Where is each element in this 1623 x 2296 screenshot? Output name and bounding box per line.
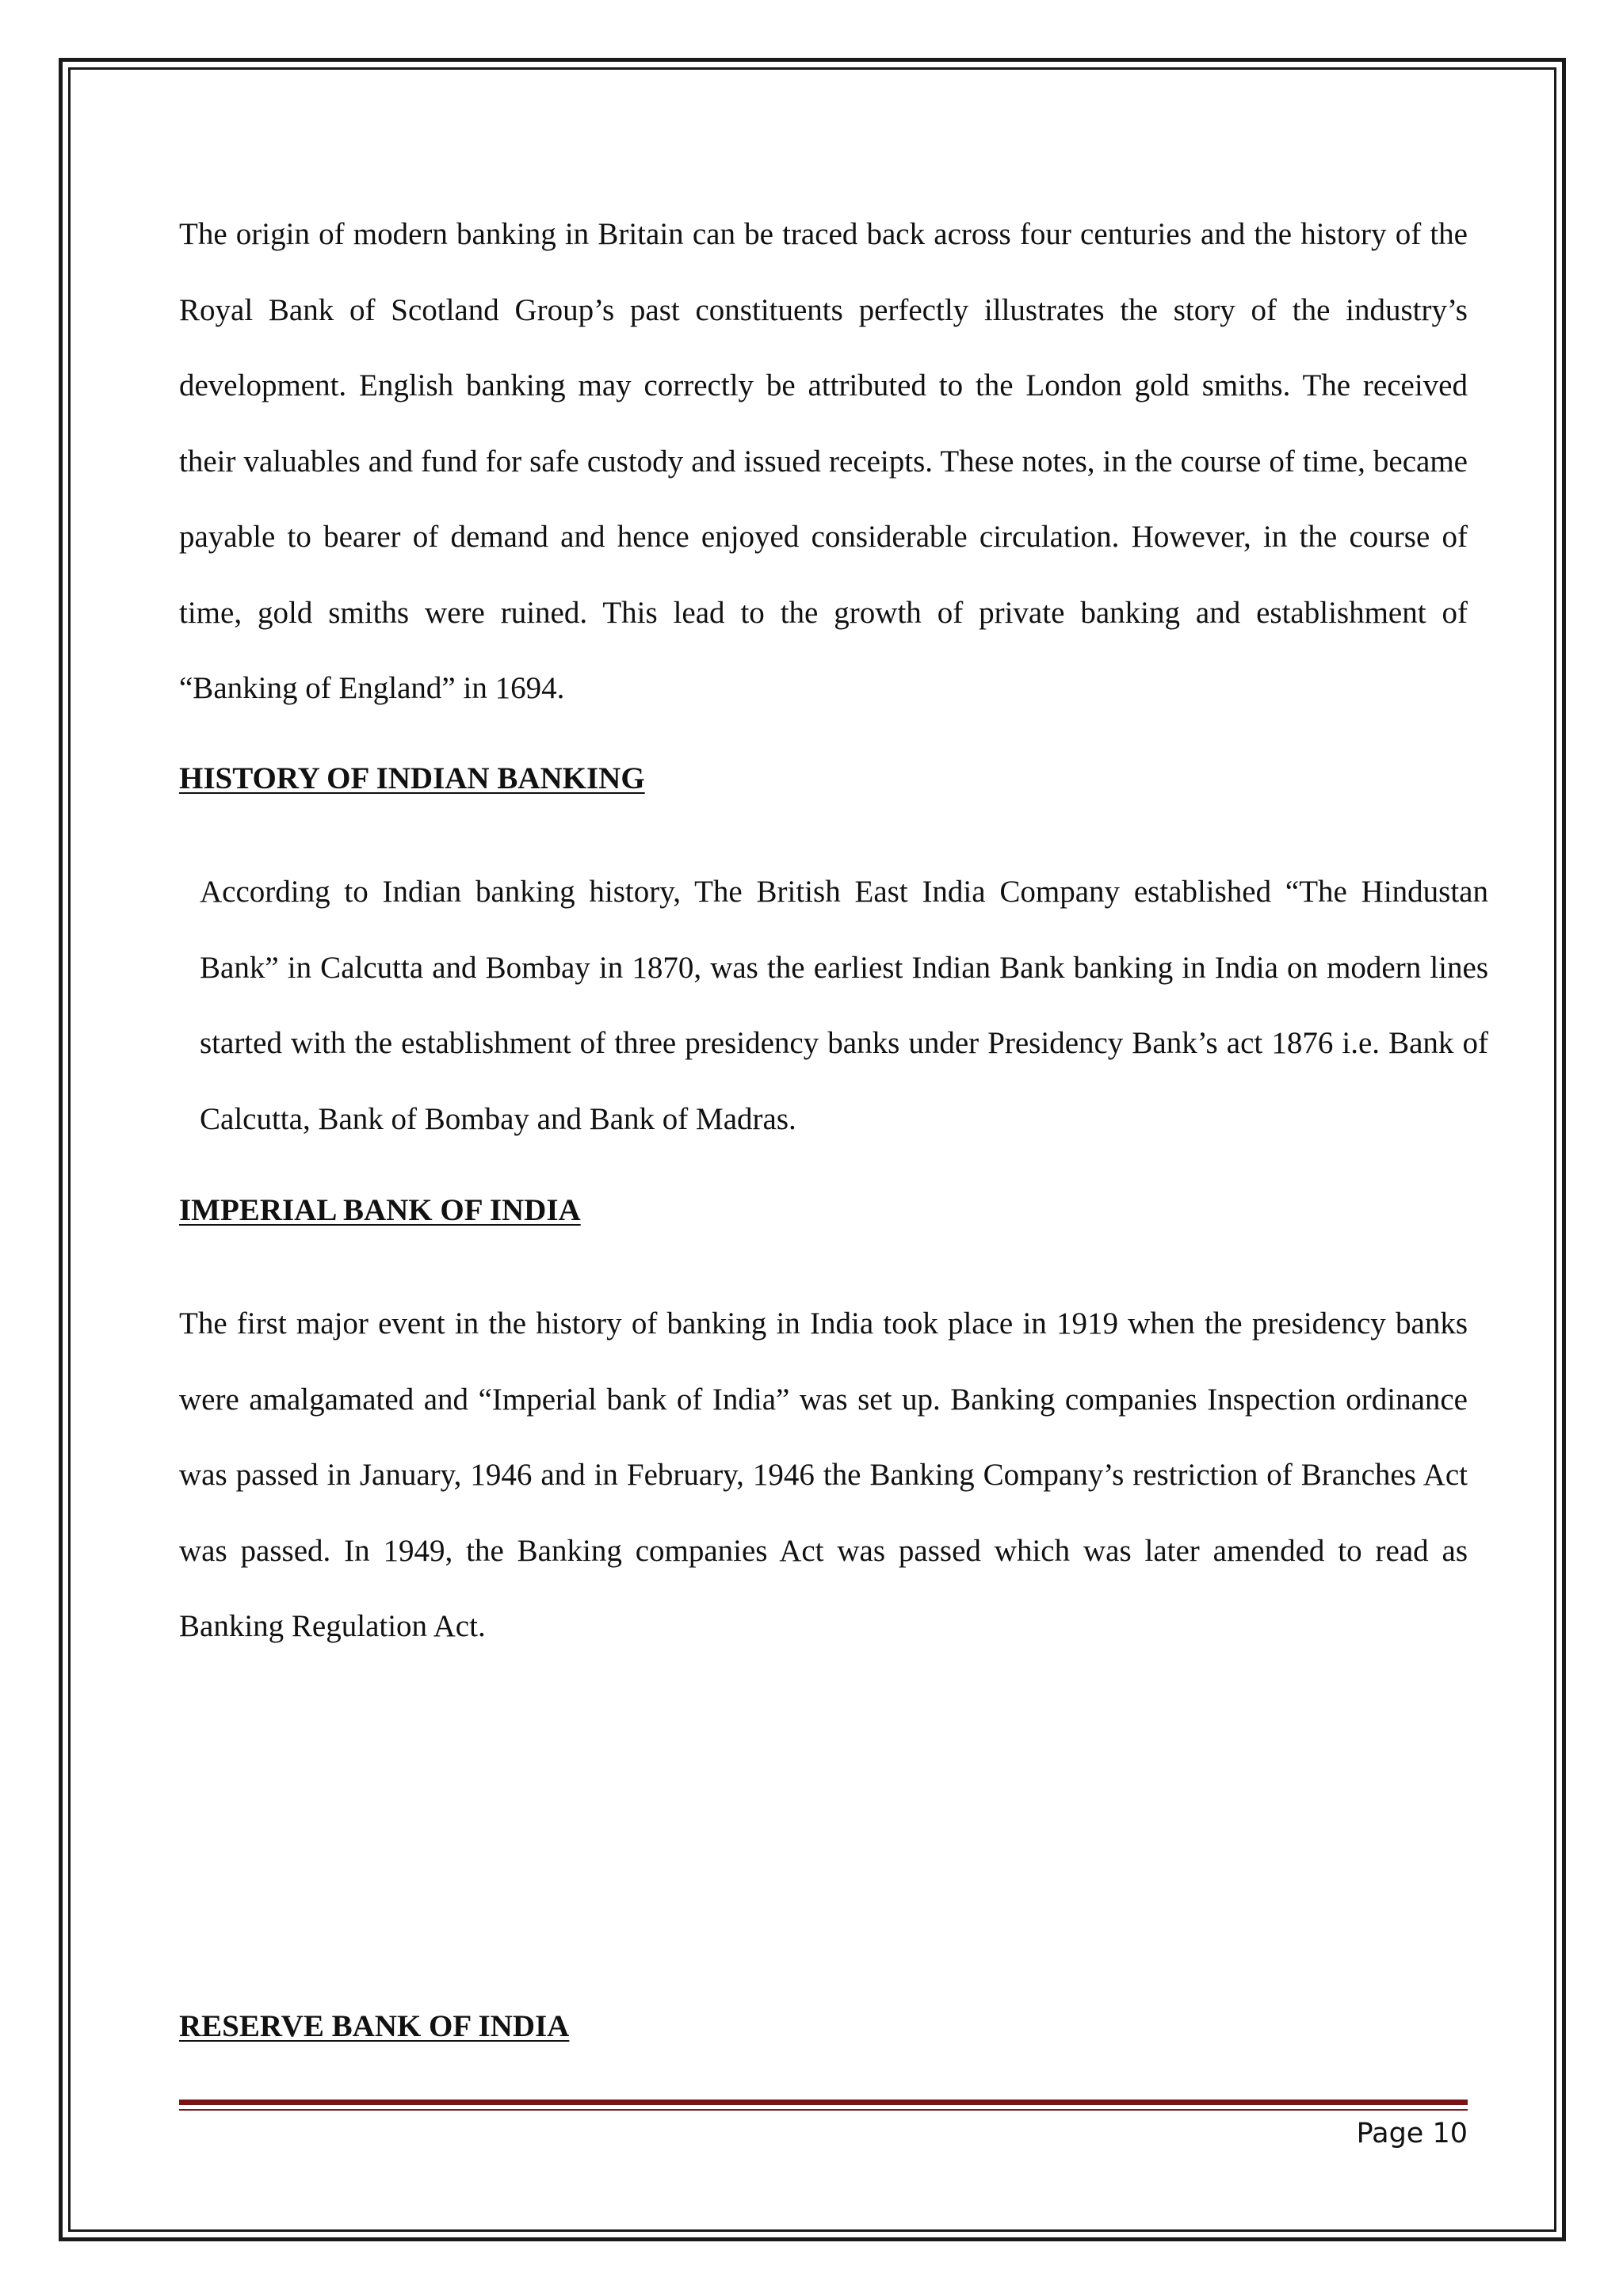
page-number: Page 10 bbox=[1356, 2118, 1468, 2149]
heading-imperial-bank-of-india: IMPERIAL BANK OF INDIA bbox=[179, 1193, 581, 1227]
paragraph-indian-banking-history: According to Indian banking history, The British East India Company established “The Hindustan Bank” in Calcutta and Bombay in 1870, was the earliest Indian Bank banking in India on modern lines started with the establishment of three presidency banks under Presidency Bank’s act 1876 i.e. Bank of Calcutta, Bank of Bombay and Bank of Madras. bbox=[200, 875, 1488, 1136]
footer-rule-thin bbox=[179, 2109, 1468, 2111]
heading-reserve-bank-of-india: RESERVE BANK OF INDIA bbox=[179, 2009, 570, 2043]
paragraph-imperial-bank: The first major event in the history of banking in India took place in 1919 when the presidency banks were amalgamated and “Imperial bank of India” was set up. Banking companies Inspection ordinance was passed in January, 1946 and in February, 1946 the Banking Company’s restriction of Branches Act was passed. In 1949, the Banking companies Act was passed which was later amended to read as Banking Regulation Act. bbox=[179, 1306, 1468, 1643]
heading-history-of-indian-banking: HISTORY OF INDIAN BANKING bbox=[179, 761, 645, 795]
footer-rule-thick bbox=[179, 2100, 1468, 2105]
paragraph-british-banking-origin: The origin of modern banking in Britain can be traced back across four centuries and the history of the Royal Bank of Scotland Group’s past constituents perfectly illustrates the story of the industry’s development. English banking may correctly be attributed to the London gold smiths. The received their valuables and fund for safe custody and issued receipts. These notes, in the course of time, became payable to bearer of demand and hence enjoyed considerable circulation. However, in the course of time, gold smiths were ruined. This lead to the growth of private banking and establishment of “Banking of England” in 1694. bbox=[179, 217, 1468, 705]
